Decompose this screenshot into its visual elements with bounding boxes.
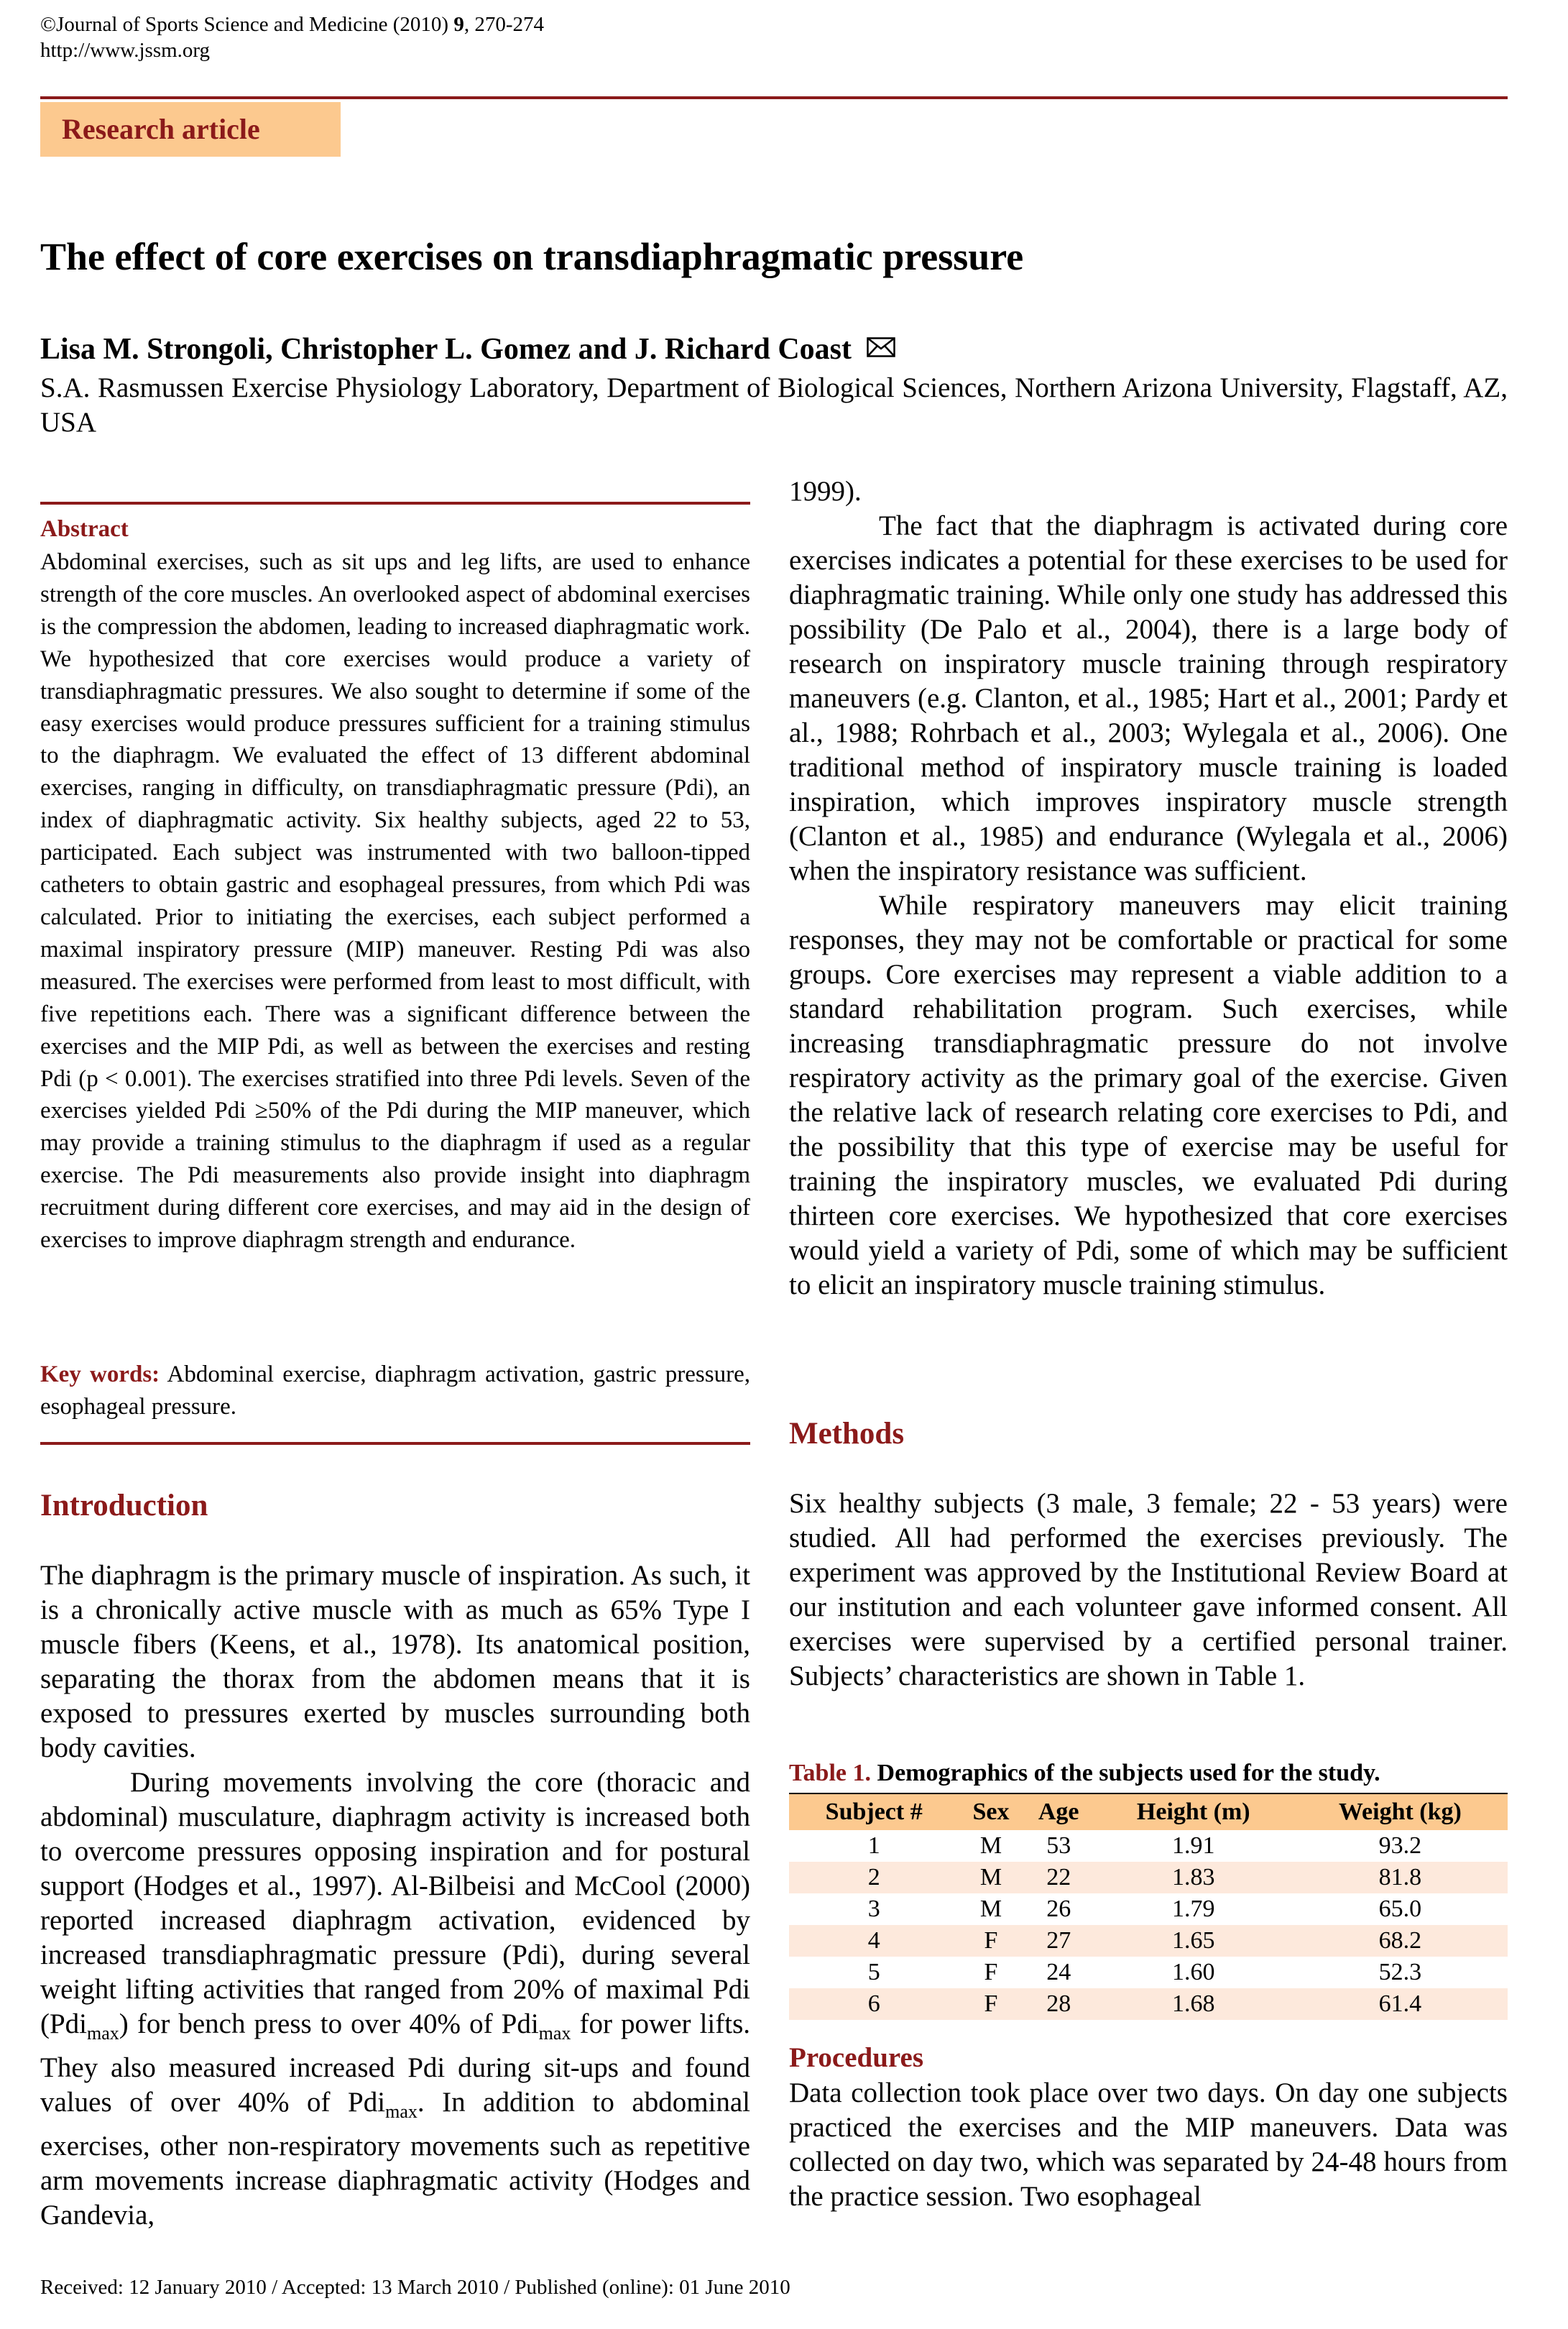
article-title: The effect of core exercises on transdiaphragmatic pressure [40,235,1024,278]
journal-pages: , 270-274 [464,13,544,36]
table-row [789,1957,1508,1988]
procedures-heading: Procedures [789,2042,924,2073]
demographics-table [789,1794,1508,2020]
table-cell: 68.2 [1293,1925,1508,1957]
intro-paragraph-1: The diaphragm is the primary muscle of inspiration. As such, it is a chronically active muscle with as much as 65% Type I muscle fibers (Keens, et al., 1978). Its anatomical position, separating the thorax from the abdomen means that it is exposed to pressures exerted by muscles surrounding both body cavities. [40,1560,750,1763]
table-header-cell: Age [1023,1794,1094,1830]
table-cell: 26 [1046,1896,1071,1922]
right-column-top [789,474,1508,1303]
intro-paragraph-2: During movements involving the core (thoracic and abdominal) musculature, diaphragm activity is increased both to overcome pressures opposing inspiration and for postural support (Hodges et al., 1997). Al-Bilbeisi and McCool (2000) reported increased diaphragm activation, evidenced by increased transdiaphragmatic pressure (Pdi), during several weight lifting activities that ranged from 20% of maximal Pdi (Pdi$_{max}$) for bench press to over 40% of Pdi$_{max}$ for power lifts. They also measured increased Pdi during sit-ups and found values of over 40% of Pdi$_{max}$. In addition to abdominal exercises, other non-respiratory movements such as repetitive arm movements increase diaphragmatic activity (Hodges and Gandevia, [40,1767,751,2231]
journal-url[interactable]: http://www.jssm.org [40,39,211,62]
table-cell: 24 [1046,1959,1071,1985]
table-cell: 2 [789,1862,959,1893]
table-cell: 28 [1023,1988,1094,2020]
header-rule [40,96,1508,99]
author-list [40,332,895,367]
table-cell: F [984,1959,998,1985]
table-cell: 1.65 [1094,1925,1293,1957]
affiliation: S.A. Rasmussen Exercise Physiology Laboratory, Department of Biological Sciences, Northern Arizona University, Flagstaff, AZ, USA [40,372,1508,438]
methods-paragraph: Six healthy subjects (3 male, 3 female; 22 - 53 years) were studied. All had performed the exercises previously. The experiment was approved by the Institutional Review Board at our institution and each volunteer gave informed consent. All exercises were supervised by a certified personal trainer. Subjects’ characteristics are shown in Table 1. [789,1488,1508,1691]
table-cell: 1.79 [1172,1896,1215,1922]
table-cell: 1.60 [1172,1959,1215,1985]
table-cell: 65.0 [1378,1896,1422,1922]
table-cell: 5 [867,1959,880,1985]
abstract-text: Abdominal exercises, such as sit ups and leg lifts, are used to enhance strength of the core muscles. An overlooked aspect of abdominal exercises is the compression the abdomen, leading to increased diaphragmatic work. We hypothesized that core exercises would produce a variety of transdiaphragmatic pressures. We also sought to determine if some of the easy exercises would produce pressures sufficient for a training stimulus to the diaphragm. We evaluated the effect of 13 different abdominal exercises, ranging in difficulty, on transdiaphragmatic pressure (Pdi), an index of diaphragmatic activity. Six healthy subjects, aged 22 to 53, participated. Each subject was instrumented with two balloon-tipped catheters to obtain gastric and esophageal pressures, from which Pdi was calculated. Prior to initiating the exercises, each subject performed a maximal inspiratory pressure (MIP) maneuver. Resting Pdi was also measured. The exercises were performed from least to most difficult, with five repetitions each. There was a significant difference between the exercises and the MIP Pdi, as well as between the exercises and resting Pdi (p < 0.001). The exercises stratified into three Pdi levels. Seven of the exercises yielded Pdi ≥50% of the Pdi during the MIP maneuver, which may provide a training stimulus to the diaphragm if used as a regular exercise. The Pdi measurements also provide insight into diaphragm recruitment during different core exercises, and may aid in the design of exercises to improve diaphragm strength and endurance. [40,549,750,1254]
table-cell: 93.2 [1378,1832,1422,1859]
table-cell: 81.8 [1293,1862,1508,1893]
table-cell: 1 [867,1832,880,1859]
table-cell: 1.91 [1172,1832,1215,1859]
table-cell: M [959,1862,1023,1893]
table-cell: F [959,1988,1023,2020]
right-paragraph-1: The fact that the diaphragm is activated during core exercises indicates a potential for these exercises to be used for diaphragmatic training. While only one study has addressed this possibility (De Palo et al., 2004), there is a large body of research on inspiratory muscle training through respiratory maneuvers (e.g. Clanton, et al., 1985; Hart et al., 2001; Pardy et al., 1988; Rohrbach et al., 2003; Wylegala et al., 2006). One traditional method of inspiratory muscle training is loaded inspiration, which improves inspiratory muscle strength (Clanton et al., 1985) and endurance (Wylegala et al., 2006) when the inspiratory resistance was sufficient. [789,510,1508,886]
table-header-row [789,1794,1508,1830]
table-cell: M [979,1832,1002,1859]
continued-text: 1999). [789,476,862,507]
table-header-cell: Weight (kg) [1293,1794,1508,1830]
journal-header [40,12,544,63]
authors-text: Lisa M. Strongoli, Christopher L. Gomez and J. Richard Coast [40,333,852,366]
publication-dates: Received: 12 January 2010 / Accepted: 13 March 2010 / Published (online): 01 June 2010 [40,2276,790,2299]
table-cell: F [959,1925,1023,1957]
table-header-cell: Height (m) [1094,1794,1293,1830]
article-type-badge [40,102,341,157]
table-caption-label: Table 1. [789,1760,872,1786]
introduction-body [40,1558,750,2233]
journal-citation: ©Journal of Sports Science and Medicine (2010) [40,13,454,36]
table-caption-text: Demographics of the subjects used for the study. [871,1760,1380,1786]
article-type-label: Research article [62,113,260,145]
table-cell: 61.4 [1293,1988,1508,2020]
table-cell: 4 [789,1925,959,1957]
table-cell: 3 [867,1896,880,1922]
abstract-bottom-rule [40,1442,750,1445]
table-cell: 53 [1046,1832,1071,1859]
journal-volume: 9 [453,13,464,36]
table-cell: 22 [1023,1862,1094,1893]
table-row [789,1862,1508,1893]
keywords [40,1359,750,1423]
table-row [789,1925,1508,1957]
table-row [789,1893,1508,1925]
right-paragraph-2: While respiratory maneuvers may elicit training responses, they may not be comfortable or practical for some groups. Core exercises may represent a viable addition to a standard rehabilitation program. Such exercises, while increasing transdiaphragmatic pressure do not involve respiratory activity as the primary goal of the exercise. Given the relative lack of research relating core exercises to Pdi, and the possibility that this type of exercise may be useful for training the inspiratory muscles, we evaluated Pdi during thirteen core exercises. We hypothesized that core exercises would yield a variety of Pdi, some of which may be sufficient to elicit an inspiratory muscle training stimulus. [789,890,1508,1300]
abstract-top-rule [40,502,750,505]
table-cell: 1.83 [1094,1862,1293,1893]
procedures-paragraph: Data collection took place over two days. On day one subjects practiced the exercises and the MIP maneuvers. Data was collected on day two, which was separated by 24-48 hours from the practice session. Two esophageal [789,2077,1508,2212]
table-cell: 27 [1023,1925,1094,1957]
keywords-label: Key words: [40,1361,160,1387]
envelope-icon[interactable] [867,337,895,357]
methods-heading: Methods [789,1417,905,1451]
table-cell: M [979,1896,1002,1922]
table-header-cell: Subject # [789,1794,959,1830]
table-row [789,1988,1508,2020]
table-header-cell: Sex [959,1794,1023,1830]
table-row [789,1830,1508,1862]
abstract-heading: Abstract [40,516,129,542]
table-caption [789,1760,1380,1787]
table-cell: 52.3 [1378,1959,1422,1985]
keywords-text: Abdominal exercise, diaphragm activation, gastric pressure, esophageal pressure. [40,1361,751,1420]
table-cell: 6 [789,1988,959,2020]
table-cell: 1.68 [1094,1988,1293,2020]
introduction-heading: Introduction [40,1489,208,1522]
